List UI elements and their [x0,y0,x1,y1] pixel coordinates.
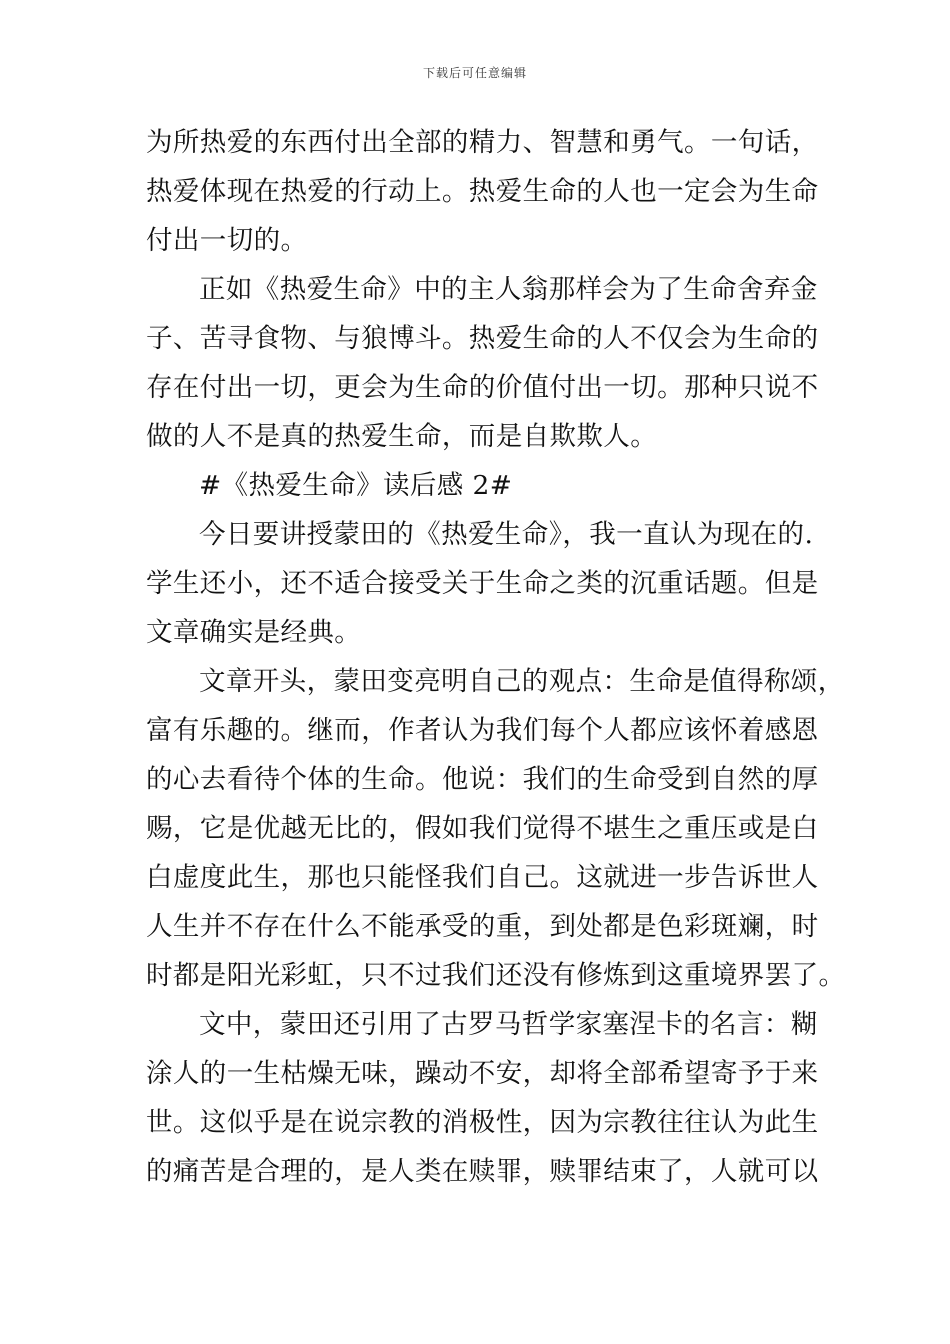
text-line: 涂人的一生枯燥无味，躁动不安，却将全部希望寄予于来 [146,1058,819,1089]
text-line: 文章确实是经典。 [146,617,362,648]
text-line: 赐，它是优越无比的，假如我们觉得不堪生之重压或是白 [146,813,819,844]
section-heading: #《热爱生命》读后感 2# [199,470,513,501]
text-line: 富有乐趣的。继而，作者认为我们每个人都应该怀着感恩 [146,715,819,746]
text-line: 文章开头，蒙田变亮明自己的观点：生命是值得称颂， [199,666,845,697]
text-line: 文中，蒙田还引用了古罗马哲学家塞涅卡的名言：糊 [199,1009,818,1040]
text-line: 人生并不存在什么不能承受的重，到处都是色彩斑斓，时 [146,911,819,942]
text-line: 世。这似乎是在说宗教的消极性，因为宗教往往认为此生 [146,1107,819,1138]
text-line: 今日要讲授蒙田的《热爱生命》，我一直认为现在的. [199,519,814,550]
page-header: 下载后可任意编辑 [422,66,527,80]
text-line: 为所热爱的东西付出全部的精力、智慧和勇气。一句话， [146,127,819,158]
text-line: 白虚度此生，那也只能怪我们自己。这就进一步告诉世人 [146,862,819,893]
text-line: 热爱体现在热爱的行动上。热爱生命的人也一定会为生命 [146,176,819,207]
text-line: 时都是阳光彩虹，只不过我们还没有修炼到这重境界罢了。 [146,960,846,991]
text-line: 学生还小，还不适合接受关于生命之类的沉重话题。但是 [146,568,819,599]
text-line: 做的人不是真的热爱生命，而是自欺欺人。 [146,421,658,452]
text-line: 的心去看待个体的生命。他说：我们的生命受到自然的厚 [146,764,819,795]
text-line: 的痛苦是合理的，是人类在赎罪，赎罪结束了，人就可以 [146,1156,819,1187]
document-body [146,118,846,1196]
text-line: 子、苦寻食物、与狼博斗。热爱生命的人不仅会为生命的 [146,323,819,354]
text-line: 正如《热爱生命》中的主人翁那样会为了生命舍弃金 [199,274,818,305]
text-line: 存在付出一切，更会为生命的价值付出一切。那种只说不 [146,372,819,403]
text-line: 付出一切的。 [146,225,308,256]
